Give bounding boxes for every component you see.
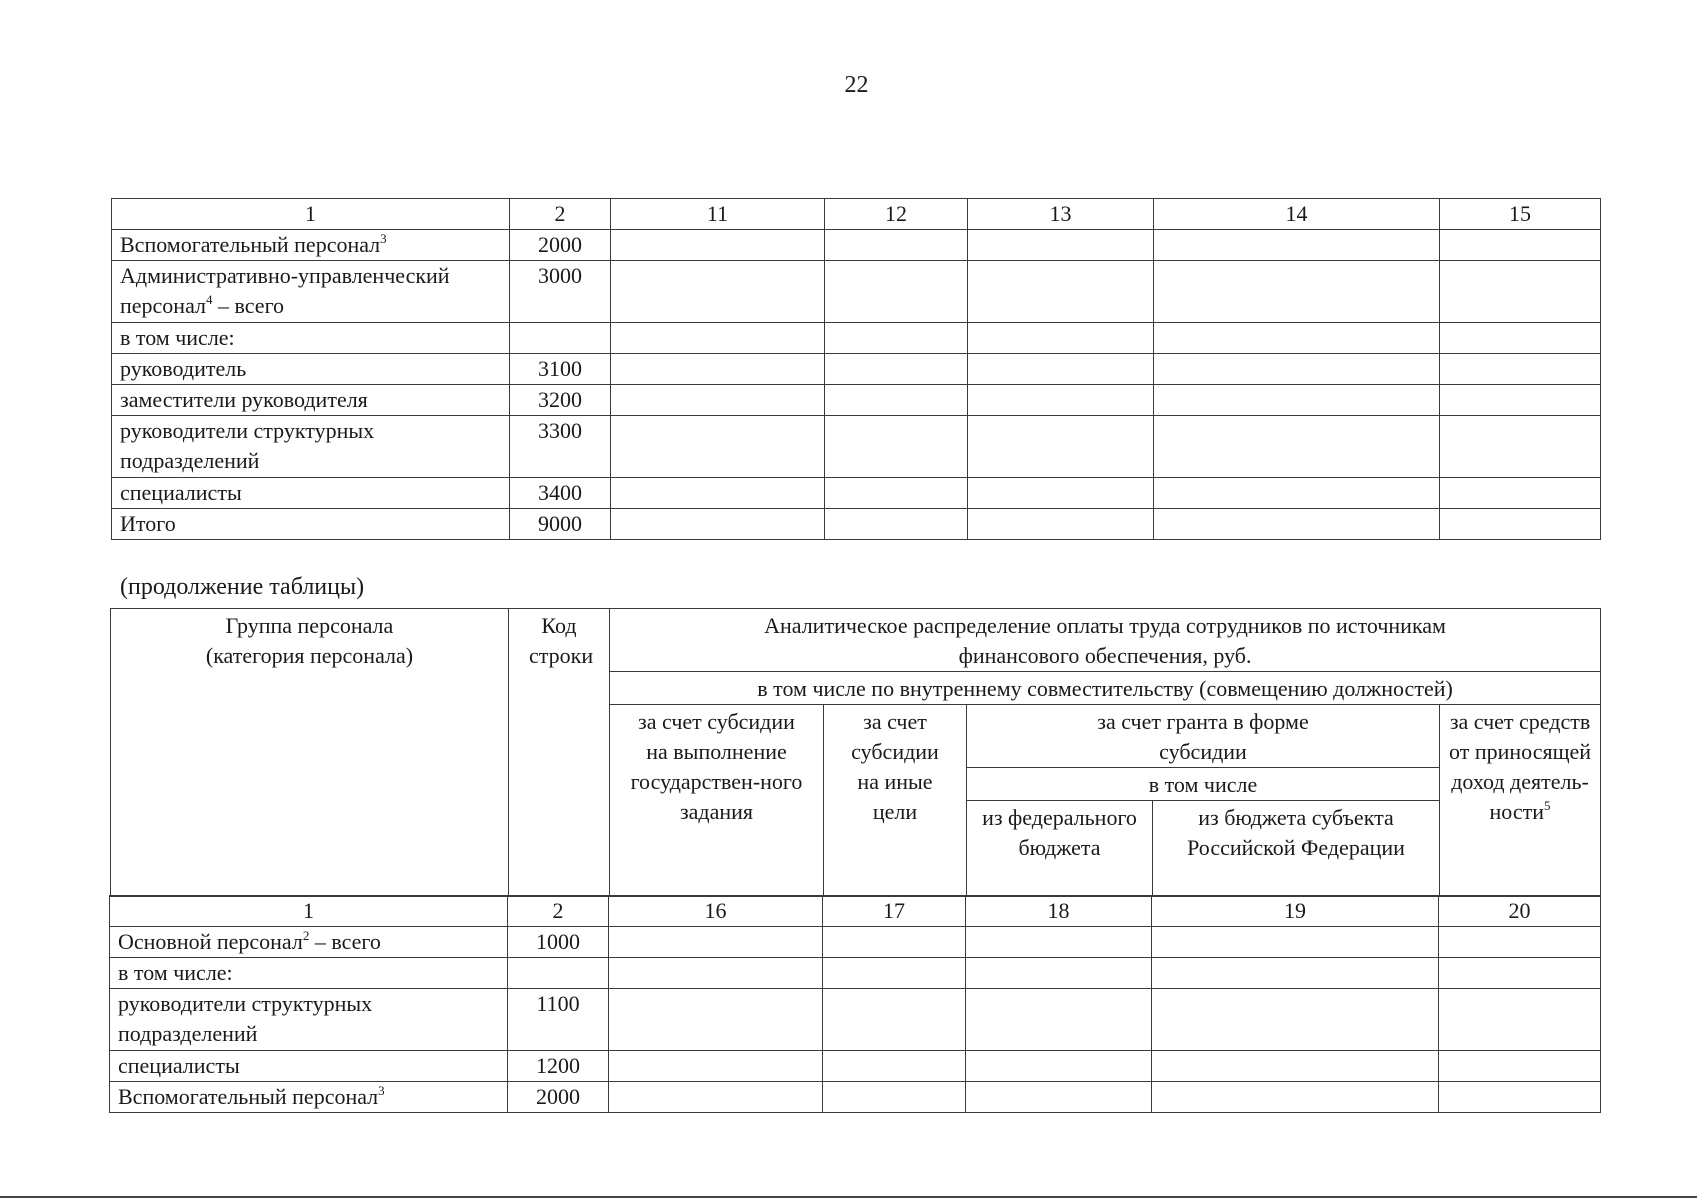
column-number: 15 [1440, 199, 1601, 230]
value-cell [1154, 261, 1440, 323]
footnote-mark: 5 [1544, 798, 1551, 813]
column-number: 2 [510, 199, 611, 230]
row-code: 3000 [510, 261, 611, 323]
value-cell [611, 354, 825, 385]
row-code: 3200 [510, 385, 611, 416]
row-code: 9000 [510, 509, 611, 540]
value-cell [825, 478, 968, 509]
header-analytical-distribution: Аналитическое распределение оплаты труда сотрудников по источникам финансового обеспечения, руб. [610, 609, 1601, 672]
value-cell [609, 1082, 823, 1113]
staff-group-name: руководители структурных подразделений [120, 418, 375, 473]
value-cell [609, 989, 823, 1051]
row-code: 3300 [510, 416, 611, 478]
column-number-row [110, 896, 1601, 927]
table-row [112, 354, 1601, 385]
table-row [112, 416, 1601, 478]
row-code: 2000 [510, 230, 611, 261]
value-cell [968, 323, 1154, 354]
staff-group-name: Вспомогательный персонал [118, 1084, 379, 1109]
staff-group-name: Вспомогательный персонал [120, 232, 381, 257]
row-code: 1100 [508, 989, 609, 1051]
staff-group-name: в том числе: [120, 325, 235, 350]
page-bottom-rule [0, 1196, 1697, 1198]
staff-group-cell [110, 1051, 508, 1082]
footnote-mark: 4 [206, 292, 213, 307]
column-number: 1 [112, 199, 510, 230]
staff-group-cell [112, 323, 510, 354]
header-including: в том числе [967, 768, 1440, 801]
table-bottom [109, 895, 1601, 1113]
table-header [110, 608, 1601, 897]
value-cell [823, 1051, 966, 1082]
value-cell [1439, 1082, 1601, 1113]
staff-group-cell [110, 989, 508, 1051]
value-cell [1440, 416, 1601, 478]
table-top [111, 198, 1601, 540]
value-cell [611, 261, 825, 323]
staff-group-name: руководитель [120, 356, 247, 381]
staff-group-name: Итого [120, 511, 176, 536]
staff-group-cell [112, 385, 510, 416]
table-row [110, 958, 1601, 989]
continuation-caption: (продолжение таблицы) [120, 574, 365, 600]
staff-group-suffix: – всего [309, 929, 381, 954]
value-cell [1440, 509, 1601, 540]
value-cell [968, 354, 1154, 385]
table-row [112, 385, 1601, 416]
value-cell [609, 1051, 823, 1082]
value-cell [823, 958, 966, 989]
value-cell [1154, 323, 1440, 354]
staff-group-cell [110, 1082, 508, 1113]
value-cell [825, 416, 968, 478]
value-cell [609, 958, 823, 989]
value-cell [968, 416, 1154, 478]
table-row [110, 1082, 1601, 1113]
staff-group-cell [112, 261, 510, 323]
value-cell [825, 261, 968, 323]
table-row [110, 1051, 1601, 1082]
column-number: 17 [823, 896, 966, 927]
staff-group-cell [112, 230, 510, 261]
header-other-goals-subsidy: за счет субсидии на иные цели [824, 705, 967, 897]
value-cell [1152, 958, 1439, 989]
staff-group-suffix: – всего [212, 293, 285, 318]
value-cell [1154, 478, 1440, 509]
row-code: 3400 [510, 478, 611, 509]
column-number: 19 [1152, 896, 1439, 927]
value-cell [1440, 354, 1601, 385]
value-cell [1154, 509, 1440, 540]
table-row [110, 989, 1601, 1051]
staff-group-cell [112, 354, 510, 385]
value-cell [1440, 323, 1601, 354]
staff-group-name: руководители структурных подразделений [118, 991, 373, 1046]
column-number: 16 [609, 896, 823, 927]
value-cell [966, 989, 1152, 1051]
value-cell [966, 927, 1152, 958]
value-cell [968, 230, 1154, 261]
value-cell [611, 323, 825, 354]
value-cell [611, 509, 825, 540]
value-cell [1439, 989, 1601, 1051]
header-subject-budget: из бюджета субъекта Российской Федерации [1153, 801, 1440, 897]
column-number: 12 [825, 199, 968, 230]
header-federal-budget: из федерального бюджета [967, 801, 1153, 897]
footnote-mark: 3 [378, 1083, 385, 1098]
value-cell [825, 509, 968, 540]
value-cell [968, 509, 1154, 540]
staff-group-name: специалисты [118, 1053, 240, 1078]
column-number: 20 [1439, 896, 1601, 927]
staff-group-cell [110, 927, 508, 958]
page-number: 22 [844, 72, 869, 98]
value-cell [611, 385, 825, 416]
column-number: 14 [1154, 199, 1440, 230]
value-cell [1154, 230, 1440, 261]
value-cell [825, 354, 968, 385]
column-number: 18 [966, 896, 1152, 927]
value-cell [968, 478, 1154, 509]
header-staff-group: Группа персонала (категория персонала) [111, 609, 509, 897]
row-code: 1200 [508, 1051, 609, 1082]
value-cell [823, 989, 966, 1051]
value-cell [611, 416, 825, 478]
header-state-task-subsidy: за счет субсидии на выполнение государствен-ного задания [610, 705, 824, 897]
staff-group-name: в том числе: [118, 960, 233, 985]
value-cell [1440, 478, 1601, 509]
value-cell [1152, 1051, 1439, 1082]
value-cell [1440, 230, 1601, 261]
value-cell [609, 927, 823, 958]
value-cell [823, 1082, 966, 1113]
table-row [112, 261, 1601, 323]
value-cell [1152, 989, 1439, 1051]
value-cell [966, 1082, 1152, 1113]
value-cell [1152, 1082, 1439, 1113]
header-income-activity-text: за счет средств от приносящей доход деятель-ности [1449, 709, 1592, 824]
staff-group-cell [112, 509, 510, 540]
value-cell [1439, 1051, 1601, 1082]
value-cell [1440, 385, 1601, 416]
row-code [510, 323, 611, 354]
footnote-mark: 2 [302, 928, 310, 943]
staff-group-name: Основной персонал [118, 929, 303, 954]
table-row [112, 323, 1601, 354]
value-cell [825, 385, 968, 416]
value-cell [1154, 416, 1440, 478]
table-row [110, 927, 1601, 958]
row-code [508, 958, 609, 989]
staff-group-name: Административно-управленческий персонал [120, 263, 450, 318]
staff-group-cell [112, 478, 510, 509]
value-cell [611, 478, 825, 509]
row-code: 1000 [508, 927, 609, 958]
row-code: 2000 [508, 1082, 609, 1113]
value-cell [1439, 958, 1601, 989]
table-row [112, 478, 1601, 509]
table-row [112, 509, 1601, 540]
value-cell [825, 323, 968, 354]
value-cell [1439, 927, 1601, 958]
header-row-code: Код строки [509, 609, 610, 897]
value-cell [1154, 385, 1440, 416]
column-number: 2 [508, 896, 609, 927]
column-number-row [112, 199, 1601, 230]
staff-group-cell [112, 416, 510, 478]
value-cell [968, 385, 1154, 416]
column-number: 1 [110, 896, 508, 927]
table-row [112, 230, 1601, 261]
value-cell [823, 927, 966, 958]
header-internal-combination: в том числе по внутреннему совместительству (совмещению должностей) [610, 672, 1601, 705]
value-cell [966, 958, 1152, 989]
value-cell [1440, 261, 1601, 323]
column-number: 11 [611, 199, 825, 230]
footnote-mark: 3 [380, 231, 387, 246]
value-cell [966, 1051, 1152, 1082]
value-cell [968, 261, 1154, 323]
column-number: 13 [968, 199, 1154, 230]
staff-group-name: заместители руководителя [120, 387, 368, 412]
value-cell [1154, 354, 1440, 385]
row-code: 3100 [510, 354, 611, 385]
header-income-activity [1440, 705, 1601, 897]
staff-group-name: специалисты [120, 480, 242, 505]
value-cell [611, 230, 825, 261]
value-cell [1152, 927, 1439, 958]
header-grant-subsidy: за счет гранта в форме субсидии [967, 705, 1440, 768]
value-cell [825, 230, 968, 261]
staff-group-cell [110, 958, 508, 989]
